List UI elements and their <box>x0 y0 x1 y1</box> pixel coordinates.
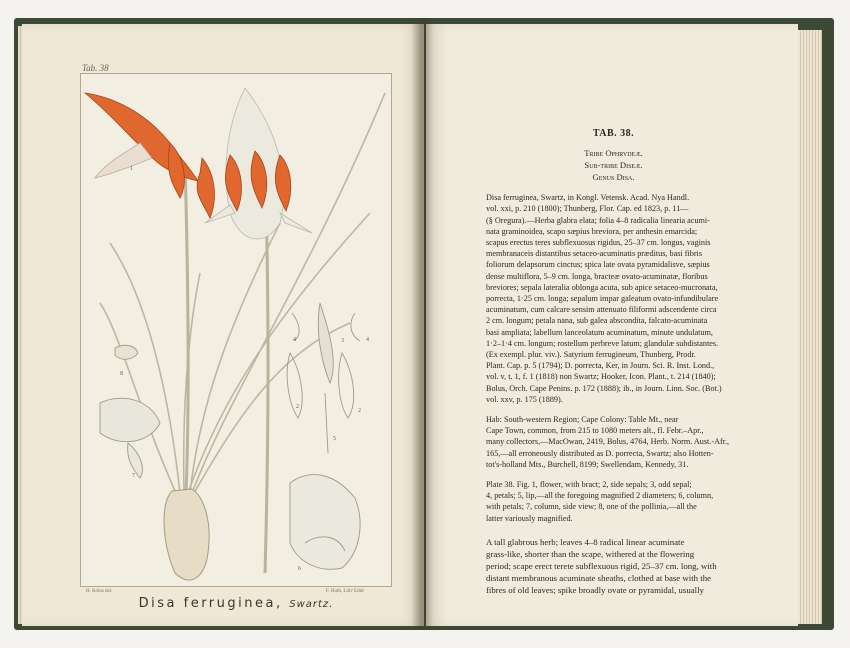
text-line: with petals; 7, column, side view; 8, one of the pollinia,—all the <box>486 502 697 512</box>
lithographer-credit: F. Huth, Lithʳ Edinʳ <box>326 589 365 594</box>
plate-explanation <box>486 479 741 524</box>
text-line: basi ampliata; labellum lanceolatum acuminatum, minute undulatum, <box>486 327 713 337</box>
text-line: tot's-holland Mts., Burchell, 8199; Swellendam, Kennedy, 31. <box>486 459 689 469</box>
dissection-sketches <box>100 303 360 569</box>
text-line: 165,—all erroneously distributed as D. porrecta, Swartz; also Hotten- <box>486 448 714 458</box>
text-line: Cape Town, common, from 215 to 1080 meters alt., fl. Febr.–Apr., <box>486 426 704 436</box>
text-line: Plate 38. Fig. 1, flower, with bract; 2, side sepals; 3, odd sepal; <box>486 480 692 490</box>
text-line: 4, petals; 5, lip,—all the foregoing magnified 2 diameters; 6, column, <box>486 491 714 501</box>
plate-title-author: Swartz. <box>289 599 334 610</box>
text-line: grass-like, shorter than the scape, withered at the flowering <box>486 548 695 559</box>
figure-number: 4 <box>293 337 296 343</box>
text-line: acuminatum, cum calcare sensim attenuato filiformi adscendente circa <box>486 305 717 315</box>
text-line: (Ex exempl. plur. viv.). Satyrium ferrugineum, Thunberg, Prodr. <box>486 350 696 360</box>
figure-number: 4 <box>366 337 369 343</box>
figure-number: 6 <box>298 566 301 572</box>
text-line: porrecta, 1·25 cm. longa; sepalum impar galeatum ovato-infundibulare <box>486 294 719 304</box>
figure-number: 2 <box>358 408 361 414</box>
figure-number: 1 <box>130 166 133 172</box>
text-line: many collectors,—MacOwan, 2419, Bolus, 4764, Herb. Norm. Aust.-Afr., <box>486 437 730 447</box>
text-line: breviores; sepala lateralia oblonga acuta, sub apice setaceo-mucronata, <box>486 282 718 292</box>
right-page-edges <box>798 30 822 624</box>
english-description <box>486 536 741 596</box>
text-line: foliorum delapsorum cinctus; spica late ovata pyramidalisve, sæpius <box>486 260 710 270</box>
subtribe-line: Sub-tribe Diseæ. <box>584 160 643 171</box>
figure-number: 5 <box>333 436 336 442</box>
text-line: nata graminoidea, scapo sæpius breviora, per anthesin emarcida; <box>486 226 698 236</box>
artist-credit: H. Bolus del. <box>86 589 113 594</box>
figure-number: 8 <box>120 371 123 377</box>
habitat-paragraph <box>486 414 741 470</box>
text-line: Plant. Cap. p. 5 (1794); D. porrecta, Ker, in Journ. Sci. R. Inst. Lond., <box>486 361 715 371</box>
text-line: period; scape erect terete subflexuous rigid, 25–37 cm. long, with <box>486 560 717 571</box>
text-line: scapus erectus teres subflexuosus rigidus, 25–37 cm. longus, vaginis <box>486 238 711 248</box>
plate-title-name: Disa ferruginea, <box>138 596 283 611</box>
text-line: vol. xxi, p. 210 (1800); Thunberg, Flor. Cap. ed 1823, p. 11— <box>486 204 689 214</box>
figure-number: 2 <box>296 404 299 410</box>
text-line: fibres of old leaves; spike broadly ovate or pyramidal, usually <box>486 584 704 595</box>
botanical-illustration <box>80 73 392 587</box>
text-line: (§ Oregura).—Herba glabra elata; folia 4–8 radicalia linearia acumi- <box>486 215 710 225</box>
figure-number: 7 <box>132 473 135 479</box>
text-line: Hab: South-western Region; Cape Colony: Table Mt., near <box>486 415 679 425</box>
text-line: dense multiflora, 5–9 cm. longa, bracteæ ovato-acuminatæ, floribus <box>486 271 708 281</box>
tab-heading: TAB. 38. <box>592 128 635 139</box>
text-line: latter variously magnified. <box>486 513 573 523</box>
text-line: 1·2–1·4 cm. longum; rostellum perbreve latum; glandulæ subdistantes. <box>486 338 719 348</box>
text-line: vol. xxv, p. 175 (1889). <box>486 394 563 404</box>
text-line: Disa ferruginea, Swartz, in Kongl. Vetensk. Acad. Nya Handl. <box>486 193 690 203</box>
latin-description <box>486 192 741 405</box>
text-line: Bolus, Orch. Cape Penins. p. 172 (1888); ib., in Journ. Linn. Soc. (Bot.) <box>486 383 722 393</box>
tab-label: Tab. 38 <box>82 63 109 73</box>
corm <box>164 489 209 580</box>
text-line: 2 cm. longum; petala nana, sub galea abscondita, falcato-acuminata <box>486 316 708 326</box>
figure-number: 3 <box>341 338 344 344</box>
text-line: distant membranous acuminate sheaths, clothed at base with the <box>486 572 711 583</box>
genus-line: Genus Disa. <box>592 172 635 183</box>
right-text-column <box>486 128 741 596</box>
text-line: A tall glabrous herb; leaves 4–8 radical linear acuminate <box>486 536 685 547</box>
text-line: vol. v, t. 1, f. 1 (1818) non Swartz; Hooker, Icon. Plant., t. 214 (1840); <box>486 372 716 382</box>
text-line: membranaceis distantibus setaceo-acuminatis præditus, basi fibris <box>486 249 703 259</box>
spine-gutter <box>411 18 433 630</box>
plate-title <box>80 596 392 611</box>
tribe-line: Tribe Ophrydeæ. <box>584 148 643 159</box>
